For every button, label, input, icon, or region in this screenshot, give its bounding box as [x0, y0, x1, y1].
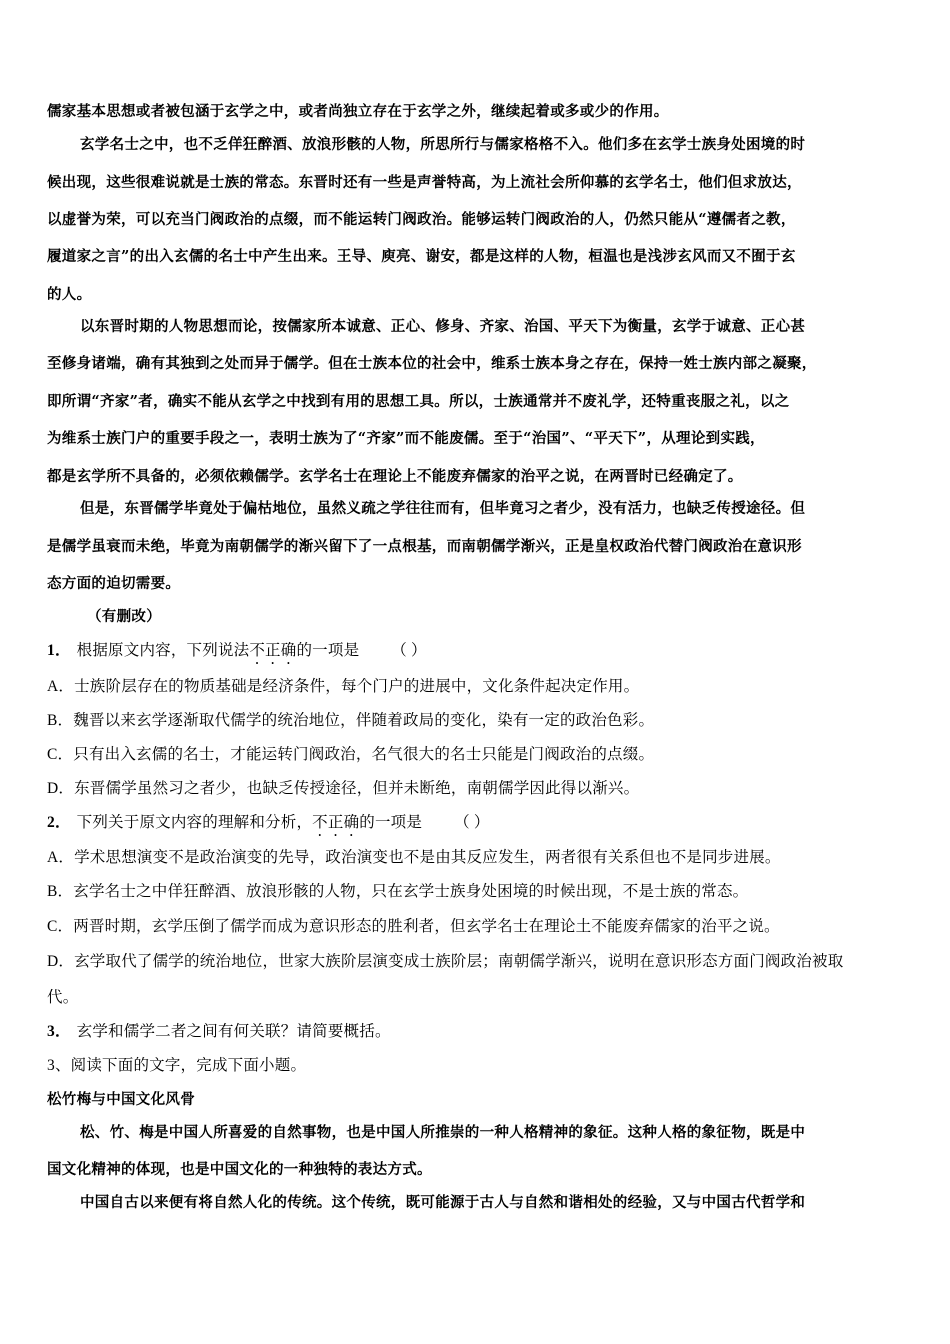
answer-blank: （ ） — [454, 814, 490, 831]
question-number: 3． — [47, 1023, 71, 1040]
passage-line: 以虚誉为荣，可以充当门阀政治的点缀，而不能运转门阀政治。能够运转门阀政治的人，仍然只能从“遵儒者之教， — [47, 211, 796, 228]
passage-line: 候出现，这些很难说就是士族的常态。东晋时还有一些是声誉特高，为上流社会所仰慕的玄学名士，他们但求放达， — [47, 174, 802, 191]
passage-line: 国文化精神的体现，也是中国文化的一种独特的表达方式。 — [47, 1161, 432, 1178]
passage-line: 至修身诸端，确有其独到之处而异于儒学。但在士族本位的社会中，维系士族本身之存在，保持一姓士族内部之凝聚， — [47, 355, 817, 372]
question-number: 2． — [47, 814, 71, 831]
option-c: C．两晋时期，玄学压倒了儒学而成为意识形态的胜利者，但玄学名士在理论土不能废弃儒家的治平之说。 — [47, 918, 780, 935]
option-b: B．玄学名士之中佯狂醉酒、放浪形骸的人物，只在玄学士族身处困境的时候出现，不是士族的常态。 — [47, 883, 749, 900]
passage-line: 松、竹、梅是中国人所喜爱的自然事物，也是中国人所推崇的一种人格精神的象征。这种人格的象征物，既是中 — [80, 1124, 806, 1141]
passage-line: 中国自古以来便有将自然人化的传统。这个传统，既可能源于古人与自然和谐相处的经验，又与中国古代哲学和 — [80, 1194, 806, 1211]
passage-line: 但是，东晋儒学毕竟处于偏枯地位，虽然义疏之学往往而有，但毕竟习之者少，没有活力，也缺乏传授途径。但 — [80, 500, 806, 517]
question-text: 玄学和儒学二者之间有何关联？请简要概括。 — [76, 1023, 391, 1040]
passage-line: 态方面的迫切需要。 — [47, 575, 181, 592]
option-a: A．士族阶层存在的物质基础是经济条件，每个门户的进展中，文化条件起决定作用。 — [47, 678, 640, 695]
question-stem-text: 根据原文内容，下列说法 — [76, 642, 250, 659]
emphasis-text: 不正确 — [312, 814, 360, 831]
source-note: （有删改） — [87, 608, 161, 625]
question-2-stem — [47, 812, 904, 840]
answer-blank: （ ） — [391, 642, 427, 659]
passage-line: 玄学名士之中，也不乏佯狂醉酒、放浪形骸的人物，所思所行与儒家格格不入。他们多在玄学士族身处困境的时 — [80, 136, 806, 153]
passage-line: 的人。 — [47, 286, 92, 303]
passage-line: 即所谓“齐家”者，确实不能从玄学之中找到有用的思想工具。所以，士族通常并不废礼学，还特重丧服之礼，以之 — [47, 393, 790, 410]
question-1-stem — [47, 640, 904, 668]
passage-line: 履道家之言”的出入玄儒的名士中产生出来。王导、庾亮、谢安，都是这样的人物，桓温也是浅涉玄风而又不囿于玄 — [47, 248, 796, 265]
section-instruction: 3、阅读下面的文字，完成下面小题。 — [47, 1057, 307, 1074]
passage-line: 是儒学虽衰而未绝，毕竟为南朝儒学的渐兴留下了一点根基，而南朝儒学渐兴，正是皇权政治代替门阀政治在意识形 — [47, 538, 802, 555]
option-d: D．玄学取代了儒学的统治地位，世家大族阶层演变成士族阶层；南朝儒学渐兴，说明在意识形态方面门阀政治被取 — [47, 953, 844, 970]
passage-line: 为维系士族门户的重要手段之一，表明士族为了“齐家”而不能废儒。至于“治国”、“平天下”，从理论到实践， — [47, 430, 765, 447]
article-title: 松竹梅与中国文化风骨 — [47, 1091, 195, 1108]
option-c: C．只有出入玄儒的名士，才能运转门阀政治，名气很大的名士只能是门阀政治的点缀。 — [47, 746, 655, 763]
emphasis-text: 不正确 — [249, 642, 297, 659]
passage-line: 都是玄学所不具备的，必须依赖儒学。玄学名士在理论上不能废弃儒家的治平之说，在两晋时已经确定了。 — [47, 468, 743, 485]
question-3 — [47, 1021, 904, 1043]
option-a: A．学术思想演变不是政治演变的先导，政治演变也不是由其反应发生，两者很有关系但也不是同步进展。 — [47, 849, 781, 866]
question-stem-text: 的一项是 — [296, 642, 360, 659]
option-b: B．魏晋以来玄学逐渐取代儒学的统治地位，伴随着政局的变化，染有一定的政治色彩。 — [47, 712, 655, 729]
passage-line: 以东晋时期的人物思想而论，按儒家所本诚意、正心、修身、齐家、治国、平天下为衡量，玄学于诚意、正心甚 — [80, 318, 806, 335]
option-d: D．东晋儒学虽然习之者少，也缺乏传授途径，但并未断绝，南朝儒学因此得以渐兴。 — [47, 780, 640, 797]
passage-line: 儒家基本思想或者被包涵于玄学之中，或者尚独立存在于玄学之外，继续起着或多或少的作用。 — [47, 103, 669, 120]
question-stem-text: 的一项是 — [359, 814, 423, 831]
question-stem-text: 下列关于原文内容的理解和分析， — [76, 814, 313, 831]
option-d-continued: 代。 — [47, 989, 79, 1006]
question-number: 1． — [47, 642, 71, 659]
